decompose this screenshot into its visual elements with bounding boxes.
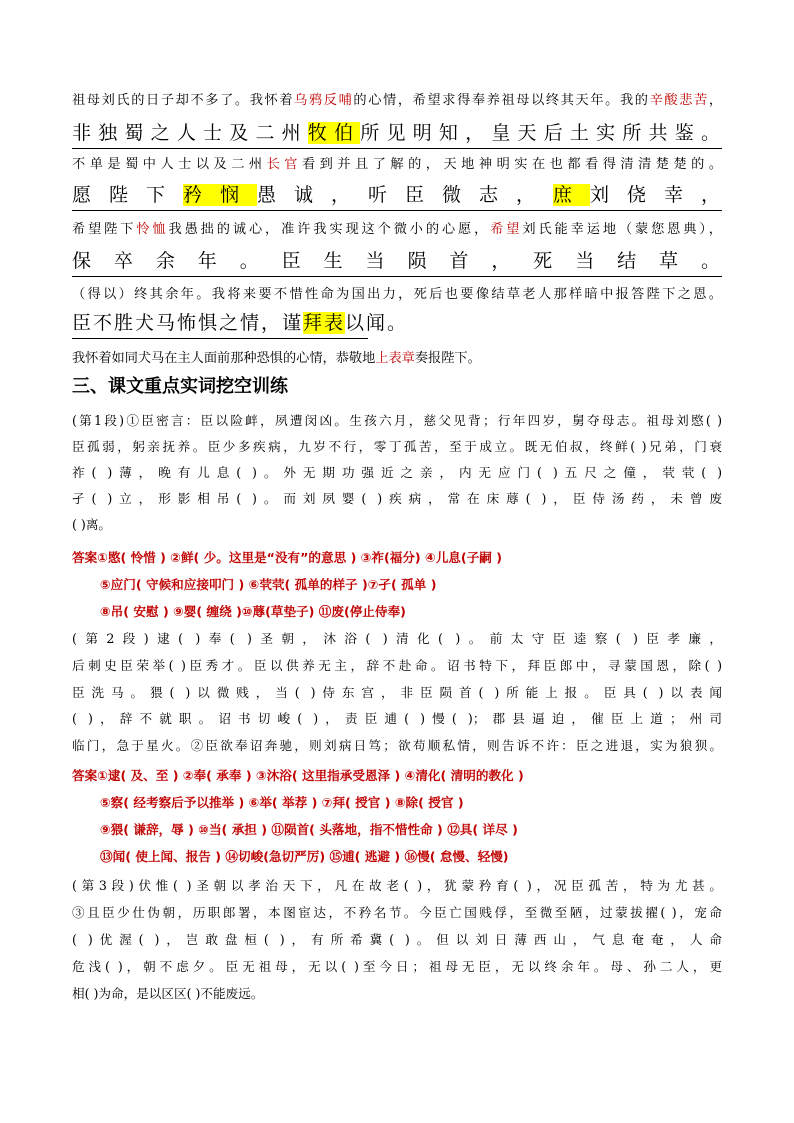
answer-p1-line-1: 答案①愍( 怜惜 ) ②鲜( 少。这里是“没有”的意思 ) ③祚(福分) ④儿息(子嗣 ) [72,550,502,565]
translation-line-4: （得以）终其余年。我将来要不惜性命为国出力，死后也要像结草老人那样暗中报答陛下之恩。 [72,287,722,302]
translation-line-5: 我怀着如同犬马在主人面前那种恐惧的心情，恭敬地上表章奏报陛下。 [72,351,481,366]
exercise-p1-line-5: ( )离。 [72,517,112,532]
original-line-1: 非独蜀之人士及二州牧伯所见明知，皇天后土实所共鉴。 [72,118,722,149]
exercise-p2-line-2: 后刺史臣荣举( )臣秀才。臣以供养无主，辞不赴命。诏书特下，拜臣郎中，寻蒙国恩，除( ) [72,658,722,673]
answer-p2-line-3: ⑨猥( 谦辞，辱 ) ⑩当( 承担 ) ⑪陨首( 头落地，指不惜性命 ) ⑫具( 详尽 ) [100,822,518,837]
translation-line-1: 祖母刘氏的日子却不多了。我怀着乌鸦反哺的心情，希望求得奉养祖母以终其天年。我的辛酸悲苦， [72,93,723,108]
exercise-p3-line-3: ( )优渥( )，岂敢盘桓( )，有所希冀( )。但以刘日薄西山，气息奄奄，人命 [72,932,722,947]
answer-p1-line-3: ⑧吊( 安慰 ) ⑨婴( 缠绕 )⑩蓐(草垫子) ⑪废(停止侍奉) [100,604,406,619]
answer-p2-line-2: ⑤察( 经考察后予以推举 ) ⑥举( 举荐 ) ⑦拜( 授官 ) ⑧除( 授官 ) [100,795,464,810]
exercise-p1-line-3: 祚( )薄，晚有儿息( )。外无期功强近之亲，内无应门( )五尺之僮，茕茕( ) [72,465,722,480]
section-title: 三、课文重点实词挖空训练 [72,376,288,397]
exercise-p1-line-1: (第1段)①臣密言：臣以险衅，夙遭闵凶。生孩六月，慈父见背；行年四岁，舅夺母志。祖母刘愍( ) [72,413,722,428]
exercise-p2-line-3: 臣洗马。猥( )以微贱，当( )侍东宫，非臣陨首( )所能上报。臣具( )以表闻 [72,685,722,700]
answer-p2-line-1: 答案①逮( 及、至 ) ②奉( 承奉 ) ③沐浴( 这里指承受恩泽 ) ④清化( 清明的教化 ) [72,768,524,783]
exercise-p3-line-2: ③且臣少仕伪朝，历职郎署，本图宦达，不矜名节。今臣亡国贱俘，至微至陋，过蒙拔擢( )，宠命 [72,905,722,920]
exercise-p3-line-5: 相( )为命，是以区区( )不能废远。 [72,986,264,1001]
translation-line-2: 不单是蜀中人士以及二州长官看到并且了解的，天地神明实在也都看得清清楚楚的。 [72,157,723,172]
answer-p1-line-2: ⑤应门( 守候和应接叩门 ) ⑥茕茕( 孤单的样子 )⑦孑( 孤单 ) [100,577,437,592]
exercise-p2-line-5: 临门，急于星火。②臣欲奉诏奔驰，则刘病日笃；欲苟顺私情，则告诉不许：臣之进退，实为狼狈。 [72,738,722,753]
exercise-p3-line-4: 危浅( )，朝不虑夕。臣无祖母，无以( )至今日；祖母无臣，无以终余年。母、孙二人，更 [72,959,722,974]
answer-p2-line-4: ⑬闻( 使上闻、报告 ) ⑭切峻(急切严厉) ⑮逋( 逃避 ) ⑯慢( 怠慢、轻慢) [100,849,509,864]
exercise-p2-line-4: ( )，辞不就职。诏书切峻( )，责臣逋( )慢( )；郡县逼迫，催臣上道；州司 [72,711,722,726]
exercise-p1-line-4: 孑( )立，形影相吊( )。而刘夙婴( )疾病，常在床蓐( )，臣侍汤药，未曾废 [72,491,722,506]
original-line-2: 愿陛下矜悯愚诚，听臣微志，庶刘侥幸， [72,180,722,211]
exercise-p2-line-1: (第2段)逮( )奉( )圣朝，沐浴( )清化( )。前太守臣逵察( )臣孝廉， [72,631,722,646]
exercise-p1-line-2: 臣孤弱，躬亲抚养。臣少多疾病，九岁不行，零丁孤苦，至于成立。既无伯叔，终鲜( )兄弟，门衰 [72,439,722,454]
exercise-p3-line-1: (第3段)伏惟( )圣朝以孝治天下，凡在故老( )，犹蒙矜育( )，况臣孤苦，特为尤甚。 [72,878,722,893]
original-line-3: 保卒余年。臣生当陨首，死当结草。 [72,246,722,277]
translation-line-3: 希望陛下怜恤我愚拙的诚心，准许我实现这个微小的心愿，希望刘氏能幸运地（蒙您恩典）， [72,222,722,237]
original-line-4: 臣不胜犬马怖惧之情，谨拜表以闻。 [72,308,368,339]
